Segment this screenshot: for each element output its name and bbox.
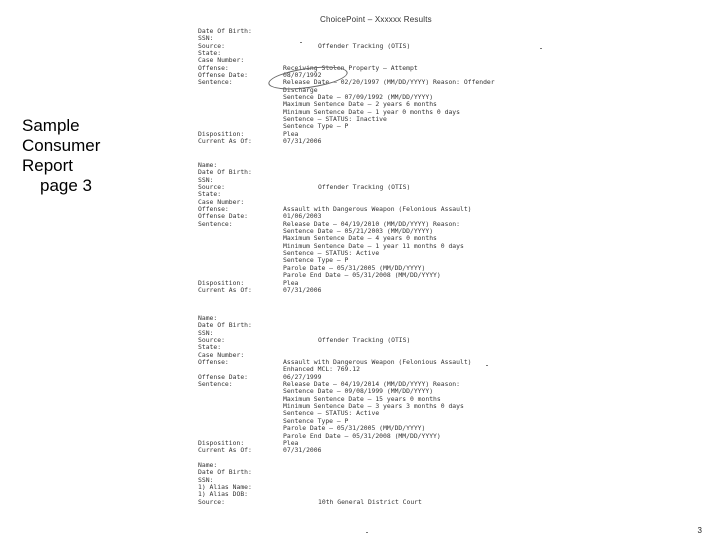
record-field-row bbox=[198, 447, 698, 454]
field-value: 07/31/2006 bbox=[283, 137, 322, 146]
field-value: 07/31/2006 bbox=[283, 446, 322, 455]
field-label: SSN: bbox=[198, 475, 214, 484]
record-field-row bbox=[198, 177, 698, 184]
record-field-row bbox=[198, 184, 698, 191]
record-field-row bbox=[198, 287, 698, 294]
field-label: Name: bbox=[198, 161, 218, 169]
field-label: SSN: bbox=[198, 175, 214, 184]
field-value: Assault with Dangerous Weapon (Felonious Assault) bbox=[283, 358, 472, 367]
record-field-row bbox=[198, 337, 698, 344]
record-field-row bbox=[198, 272, 698, 279]
record-field-row bbox=[198, 322, 698, 329]
field-value: Sentence Date – 05/21/2003 (MM/DD/YYYY) bbox=[283, 227, 434, 236]
record-field-row bbox=[198, 257, 698, 264]
record-field-row bbox=[198, 491, 698, 498]
caption-line: Report bbox=[22, 156, 74, 175]
field-label: Date Of Birth: bbox=[198, 27, 252, 35]
record-field-row bbox=[198, 138, 698, 145]
field-label: Source: bbox=[198, 41, 225, 50]
record-field-row bbox=[198, 228, 698, 235]
field-label: Current As Of: bbox=[198, 446, 252, 455]
report-header-title: ChoicePoint – Xxxxxx Results bbox=[320, 15, 432, 24]
field-value: Offender Tracking (OTIS) bbox=[318, 336, 411, 345]
record-field-row bbox=[198, 484, 698, 491]
record-field-row bbox=[198, 50, 698, 57]
field-label: Offense: bbox=[198, 63, 229, 72]
field-value: Release Date – 04/19/2014 (MM/DD/YYYY) Reason: bbox=[283, 380, 460, 389]
field-label: Case Number: bbox=[198, 197, 245, 206]
record-field-row bbox=[198, 499, 698, 506]
field-value: Minimum Sentence Date – 1 year 11 months 0 days bbox=[283, 241, 464, 250]
field-value: Maximum Sentence Date – 4 years 0 months bbox=[283, 234, 437, 243]
field-label: Disposition: bbox=[198, 129, 245, 138]
field-value: Offender Tracking (OTIS) bbox=[318, 41, 411, 50]
record-field-row bbox=[198, 57, 698, 64]
field-value: Minimum Sentence Date – 3 years 3 months 0 days bbox=[283, 402, 464, 411]
field-label: Case Number: bbox=[198, 56, 245, 65]
field-value: Sentence – STATUS: Active bbox=[283, 409, 380, 418]
record-field-row bbox=[198, 469, 698, 476]
field-label: Disposition: bbox=[198, 278, 245, 287]
field-value: Sentence Date – 09/08/1999 (MM/DD/YYYY) bbox=[283, 387, 434, 396]
record-field-row bbox=[198, 191, 698, 198]
field-label: State: bbox=[198, 190, 222, 199]
caption-line: Consumer bbox=[22, 136, 101, 155]
record-field-row bbox=[198, 123, 698, 130]
report-record bbox=[198, 315, 698, 455]
record-field-row bbox=[198, 43, 698, 50]
record-field-row bbox=[198, 265, 698, 272]
record-field-row bbox=[198, 403, 698, 410]
scan-speck bbox=[300, 42, 302, 43]
record-field-row bbox=[198, 280, 698, 287]
record-field-row bbox=[198, 28, 698, 35]
field-value: Sentence – STATUS: Inactive bbox=[283, 115, 387, 124]
record-field-row bbox=[198, 169, 698, 176]
record-field-row bbox=[198, 440, 698, 447]
field-label: State: bbox=[198, 343, 222, 352]
record-field-row bbox=[198, 131, 698, 138]
field-value: Plea bbox=[283, 129, 299, 138]
field-label: Date Of Birth: bbox=[198, 168, 252, 177]
record-field-row bbox=[198, 388, 698, 395]
record-field-row bbox=[198, 366, 698, 373]
field-value: Sentence Type – P bbox=[283, 122, 349, 131]
field-label: SSN: bbox=[198, 34, 214, 43]
scanned-report-page bbox=[190, 10, 710, 538]
field-label: Offense Date: bbox=[198, 372, 249, 381]
record-field-row bbox=[198, 462, 698, 469]
caption-line: Sample bbox=[22, 116, 80, 135]
field-label: SSN: bbox=[198, 328, 214, 337]
field-value: Plea bbox=[283, 278, 299, 287]
field-label: Offense: bbox=[198, 205, 229, 214]
record-field-row bbox=[198, 410, 698, 417]
record-field-row bbox=[198, 330, 698, 337]
record-field-row bbox=[198, 477, 698, 484]
field-value: Enhanced MCL: 769.12 bbox=[283, 365, 360, 374]
record-field-row bbox=[198, 221, 698, 228]
field-value: Parole End Date – 05/31/2008 (MM/DD/YYYY) bbox=[283, 431, 441, 440]
field-value: Offender Tracking (OTIS) bbox=[318, 183, 411, 192]
field-label: Offense Date: bbox=[198, 71, 249, 80]
record-field-row bbox=[198, 315, 698, 322]
caption-line: page 3 bbox=[40, 176, 92, 195]
slide-caption bbox=[22, 116, 142, 196]
report-record bbox=[198, 462, 698, 506]
record-field-row bbox=[198, 359, 698, 366]
record-field-row bbox=[198, 243, 698, 250]
field-label: 1) Alias Name: bbox=[198, 483, 252, 492]
field-value: Parole Date – 05/31/2005 (MM/DD/YYYY) bbox=[283, 424, 426, 433]
field-value: 01/06/2003 bbox=[283, 212, 322, 221]
record-field-row bbox=[198, 381, 698, 388]
record-field-row bbox=[198, 418, 698, 425]
record-field-row bbox=[198, 35, 698, 42]
field-value: 07/31/2006 bbox=[283, 285, 322, 294]
field-label: Date Of Birth: bbox=[198, 321, 252, 330]
scan-speck bbox=[366, 532, 368, 533]
page-number: 3 bbox=[697, 525, 702, 535]
field-label: Offense: bbox=[198, 358, 229, 367]
field-label: 1) Alias DOB: bbox=[198, 490, 249, 499]
scan-speck bbox=[540, 48, 542, 49]
field-value: 06/27/1999 bbox=[283, 372, 322, 381]
field-label: Sentence: bbox=[198, 78, 233, 87]
field-value: Maximum Sentence Date – 2 years 6 months bbox=[283, 100, 437, 109]
record-field-row bbox=[198, 433, 698, 440]
field-label: Case Number: bbox=[198, 350, 245, 359]
field-label: Sentence: bbox=[198, 219, 233, 228]
field-value: Discharge bbox=[283, 85, 318, 94]
field-label: Source: bbox=[198, 336, 225, 345]
field-value: Parole End Date – 05/31/2008 (MM/DD/YYYY) bbox=[283, 271, 441, 280]
field-label: Current As Of: bbox=[198, 137, 252, 146]
field-value: Sentence Type – P bbox=[283, 416, 349, 425]
field-label: Current As Of: bbox=[198, 285, 252, 294]
record-field-row bbox=[198, 250, 698, 257]
field-label: Name: bbox=[198, 461, 218, 469]
field-label: Source: bbox=[198, 497, 225, 506]
report-record bbox=[198, 162, 698, 294]
record-field-row bbox=[198, 425, 698, 432]
field-label: Disposition: bbox=[198, 438, 245, 447]
field-value: 10th General District Court bbox=[318, 497, 422, 506]
record-field-row bbox=[198, 65, 698, 72]
field-value: Receiving Stolen Property – Attempt bbox=[283, 63, 418, 72]
field-value: Sentence Type – P bbox=[283, 256, 349, 265]
scan-speck bbox=[486, 365, 488, 366]
field-value: Sentence Date – 07/09/1992 (MM/DD/YYYY) bbox=[283, 93, 434, 102]
field-label: State: bbox=[198, 49, 222, 58]
field-label: Sentence: bbox=[198, 380, 233, 389]
field-value: Minimum Sentence Date – 1 year 0 months 0 days bbox=[283, 107, 460, 116]
record-field-row bbox=[198, 116, 698, 123]
field-label: Source: bbox=[198, 183, 225, 192]
field-value: Release Date – 04/19/2010 (MM/DD/YYYY) Reason: bbox=[283, 219, 460, 228]
record-field-row bbox=[198, 162, 698, 169]
record-field-row bbox=[198, 94, 698, 101]
field-value: Sentence – STATUS: Active bbox=[283, 249, 380, 258]
record-field-row bbox=[198, 109, 698, 116]
field-label: Name: bbox=[198, 314, 218, 322]
field-value: Maximum Sentence Date – 15 years 0 months bbox=[283, 394, 441, 403]
field-value: Assault with Dangerous Weapon (Felonious Assault) bbox=[283, 205, 472, 214]
field-value: 08/07/1992 bbox=[283, 71, 322, 80]
field-value: Parole Date – 05/31/2005 (MM/DD/YYYY) bbox=[283, 263, 426, 272]
record-field-row bbox=[198, 87, 698, 94]
record-field-row bbox=[198, 206, 698, 213]
field-value: Plea bbox=[283, 438, 299, 447]
record-field-row bbox=[198, 344, 698, 351]
field-label: Date Of Birth: bbox=[198, 468, 252, 477]
field-label: Offense Date: bbox=[198, 212, 249, 221]
field-value: Release Date – 02/20/1997 (MM/DD/YYYY) Reason: Offender bbox=[283, 78, 495, 87]
